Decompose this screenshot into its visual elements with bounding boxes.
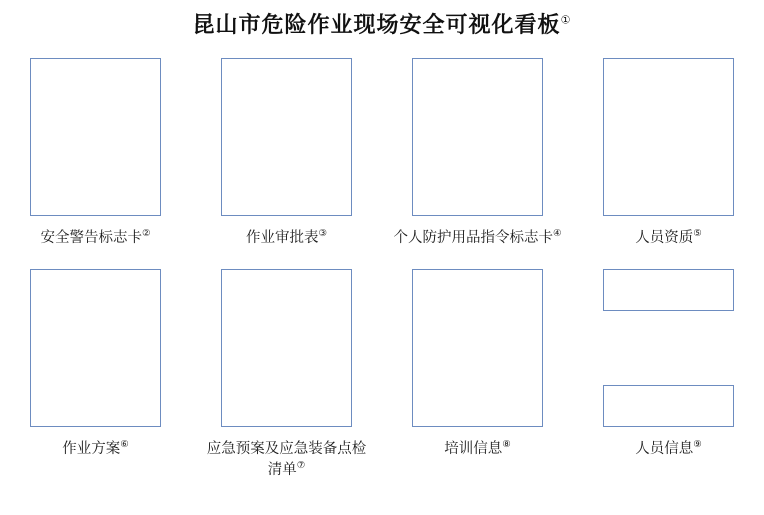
card-cell-training-info[interactable] (382, 269, 573, 460)
card-caption-ppe-instruction-sign (393, 228, 563, 249)
card-label-ppe-instruction-sign: 个人防护用品指令标志卡 (393, 230, 553, 246)
card-grid (0, 44, 764, 481)
card-marker-work-plan: ⑥ (120, 440, 129, 451)
card-label-work-plan: 作业方案 (62, 441, 121, 458)
card-cell-ppe-instruction-sign[interactable] (382, 58, 573, 249)
card-cell-work-approval-form[interactable] (191, 58, 382, 249)
card-marker-safety-warning-sign: ② (141, 229, 151, 240)
card-placeholder-training-info[interactable] (412, 269, 543, 427)
card-placeholder-personnel-qualification[interactable] (603, 58, 734, 216)
card-label-personnel-info: 人员信息 (635, 441, 694, 458)
card-placeholder-work-plan[interactable] (30, 269, 161, 427)
card-cell-work-plan[interactable] (0, 269, 191, 460)
card-marker-training-info: ⑧ (502, 440, 511, 451)
page-title-text: 昆山市危险作业现场安全可视化看板 (192, 12, 561, 37)
card-cell-personnel-qualification[interactable] (573, 58, 764, 249)
card-label-emergency-plan-checklist: 应急预案及应急装备点检清单 (206, 441, 367, 479)
page-title-marker: ① (560, 14, 572, 27)
card-row-2 (0, 269, 764, 481)
card-marker-ppe-instruction-sign: ④ (552, 229, 562, 240)
card-caption-safety-warning-sign (11, 228, 181, 249)
card-marker-personnel-qualification: ⑤ (693, 229, 702, 240)
card-placeholder-personnel-info-top[interactable] (603, 269, 734, 311)
card-row-1 (0, 58, 764, 249)
card-cell-personnel-info[interactable] (573, 269, 764, 460)
card-placeholder-work-approval-form[interactable] (221, 58, 352, 216)
card-marker-work-approval-form: ③ (318, 229, 328, 240)
card-label-work-approval-form: 作业审批表 (245, 230, 319, 246)
card-label-safety-warning-sign: 安全警告标志卡 (40, 230, 142, 246)
card-placeholder-emergency-plan-checklist[interactable] (221, 269, 352, 427)
card-cell-safety-warning-sign[interactable] (0, 58, 191, 249)
card-label-personnel-qualification: 人员资质 (635, 230, 694, 246)
card-caption-personnel-qualification (584, 228, 754, 249)
card-placeholder-safety-warning-sign[interactable] (30, 58, 161, 216)
card-marker-personnel-info: ⑨ (693, 440, 702, 451)
card-caption-personnel-info (584, 439, 754, 460)
card-caption-work-approval-form (202, 228, 372, 249)
card-placeholder-personnel-info-group (603, 269, 734, 427)
card-caption-work-plan (11, 439, 181, 460)
card-caption-training-info (393, 439, 563, 460)
page-title (0, 0, 764, 39)
card-caption-emergency-plan-checklist (202, 439, 372, 481)
card-marker-emergency-plan-checklist: ⑦ (296, 461, 306, 472)
card-placeholder-personnel-info-bottom[interactable] (603, 385, 734, 427)
card-placeholder-ppe-instruction-sign[interactable] (412, 58, 543, 216)
card-cell-emergency-plan-checklist[interactable] (191, 269, 382, 481)
card-label-training-info: 培训信息 (444, 441, 503, 458)
